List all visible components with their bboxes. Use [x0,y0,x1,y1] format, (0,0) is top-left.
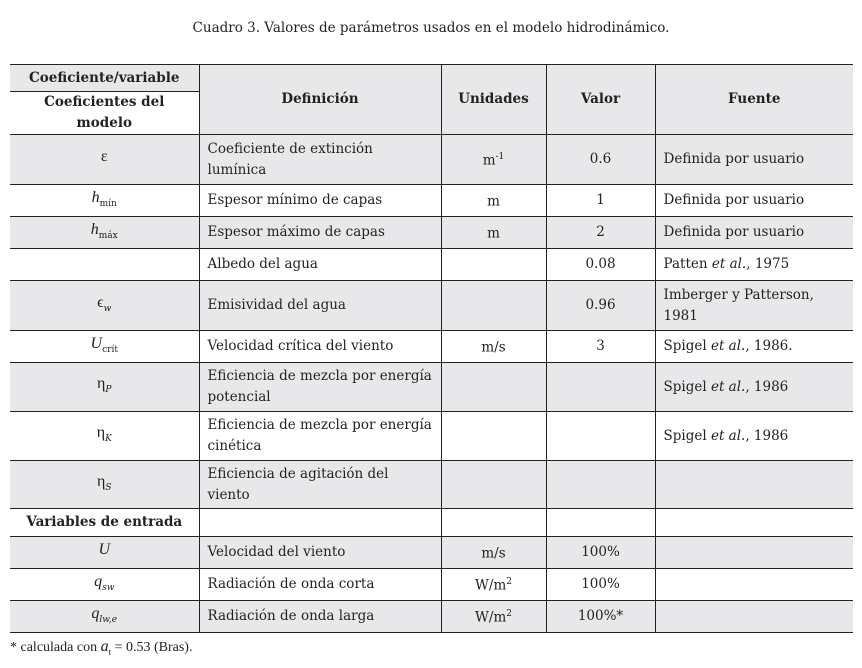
table-row [10,601,853,633]
source-year: , 1986. [745,338,793,354]
symbol-subscript: K [105,434,112,444]
symbol-subscript: sw [102,582,115,593]
value-cell: 3 [546,331,655,363]
empty-cell [441,509,546,537]
source-text: Definida por usuario [663,224,805,240]
unit-base: m [487,225,500,242]
symbol-base: q [94,572,103,590]
symbol-cell [10,331,199,363]
symbol-base: ϵ [97,293,104,311]
source-cell [655,537,853,569]
source-etal: et al. [711,256,747,272]
units-cell [441,331,546,363]
value-cell [546,461,655,509]
units-cell [441,537,546,569]
symbol-base: h [90,220,99,238]
units-cell [441,412,546,461]
table-row [10,461,853,509]
source-cell [655,217,853,249]
section-label: Variables de entrada [10,509,199,537]
empty-cell [199,509,441,537]
table-row [10,537,853,569]
unit-superscript: -1 [495,152,505,163]
value-cell: 100% [546,569,655,601]
symbol-subscript: w [103,303,112,314]
unit-base: m [487,193,500,210]
definition-cell: Espesor máximo de capas [199,217,441,249]
value-cell: 100% [546,537,655,569]
unit-base: W/m [475,609,507,626]
units-cell [441,601,546,633]
definition-cell: Eficiencia de mezcla por energía potencial [199,363,441,412]
symbol-cell [10,537,199,569]
symbol-cell [10,569,199,601]
definition-cell: Eficiencia de agitación del viento [199,461,441,509]
units-cell [441,461,546,509]
table-row [10,249,853,281]
table-row [10,569,853,601]
symbol-subscript: máx [98,230,118,241]
value-cell [546,363,655,412]
table-row [10,135,853,185]
value-cell [546,412,655,461]
source-cell [655,601,853,633]
source-cell [655,281,853,331]
table-row [10,281,853,331]
footnote-var: a [100,638,109,655]
value-cell: 0.96 [546,281,655,331]
value-cell: 1 [546,185,655,217]
table-row [10,185,853,217]
unit-base: m [482,152,496,169]
source-etal: et al. [710,338,746,354]
definition-cell: Coeficiente de extinción lumínica [199,135,441,185]
table-row [10,363,853,412]
symbol-cell [10,461,199,509]
section-row [10,509,853,537]
symbol-base: ε [100,147,108,165]
footnote-post: = 0.53 (Bras). [111,640,193,655]
header-coef-variable: Coeficiente/variable [10,65,199,92]
symbol-cell [10,281,199,331]
symbol-subscript: S [105,482,112,493]
symbol-cell [10,135,199,185]
source-cell [655,331,853,363]
symbol-cell [10,412,199,461]
definition-cell: Radiación de onda corta [199,569,441,601]
source-text: Definida por usuario [663,151,805,167]
symbol-base: η [96,424,106,441]
source-cell [655,185,853,217]
symbol-cell [10,363,199,412]
symbol-base: h [91,188,100,206]
definition-cell: Albedo del agua [199,249,441,281]
symbol-cell [10,601,199,633]
table-caption: Cuadro 3. Valores de parámetros usados en el modelo hidrodinámico. [192,20,670,36]
footnote [10,638,192,657]
empty-cell [655,509,853,537]
table-row [10,331,853,363]
header-definicion: Definición [199,65,441,135]
symbol-base: q [91,604,100,622]
symbol-subscript: mín [99,198,117,209]
source-etal: et al. [710,427,746,444]
definition-cell: Espesor mínimo de capas [199,185,441,217]
source-text: Imberger y Patterson, 1981 [663,286,814,324]
symbol-subscript: crít [102,344,118,355]
definition-cell: Velocidad del viento [199,537,441,569]
definition-cell: Eficiencia de mezcla por energía cinética [199,412,441,461]
source-year: , 1975 [746,256,790,272]
definition-cell: Velocidad crítica del viento [199,331,441,363]
source-text: Patten [663,256,712,272]
header-valor: Valor [546,65,655,135]
symbol-subscript: lw,e [99,614,118,625]
source-text: Definida por usuario [663,192,805,208]
symbol-base: U [98,540,111,558]
value-cell: 2 [546,217,655,249]
source-cell [655,135,853,185]
symbol-cell [10,217,199,249]
unit-base: W/m [475,577,507,594]
symbol-base: U [90,334,103,352]
source-text: Spigel [663,427,711,444]
definition-cell: Radiación de onda larga [199,601,441,633]
unit-superscript: 2 [506,609,512,620]
value-cell: 100%* [546,601,655,633]
source-etal: et al. [710,378,746,395]
value-cell: 0.08 [546,249,655,281]
source-year: , 1986 [745,427,789,444]
source-cell [655,249,853,281]
table-row [10,217,853,249]
parameters-table [10,64,853,633]
source-cell [655,412,853,461]
units-cell [441,569,546,601]
units-cell [441,217,546,249]
source-text: Spigel [663,338,711,354]
value-cell: 0.6 [546,135,655,185]
footnote-sub: t [108,646,112,657]
source-text: Spigel [663,378,711,395]
source-cell [655,461,853,509]
header-coeficientes-modelo: Coeficientes del modelo [10,92,199,135]
header-unidades: Unidades [441,65,546,135]
source-cell [655,363,853,412]
unit-superscript: 2 [506,577,512,588]
table-body [10,135,853,633]
units-cell [441,185,546,217]
source-year: , 1986 [745,378,789,395]
units-cell [441,135,546,185]
table-row [10,412,853,461]
symbol-cell [10,185,199,217]
header-fuente: Fuente [655,65,853,135]
units-cell [441,281,546,331]
unit-base: m/s [481,545,506,562]
footnote-pre: * calculada con [10,640,101,655]
symbol-cell [10,249,199,281]
symbol-base: η [96,472,106,490]
unit-base: m/s [481,339,506,356]
source-cell [655,569,853,601]
definition-cell: Emisividad del agua [199,281,441,331]
symbol-base: η [97,375,106,392]
empty-cell [546,509,655,537]
symbol-subscript: P [105,385,112,395]
units-cell [441,363,546,412]
units-cell [441,249,546,281]
